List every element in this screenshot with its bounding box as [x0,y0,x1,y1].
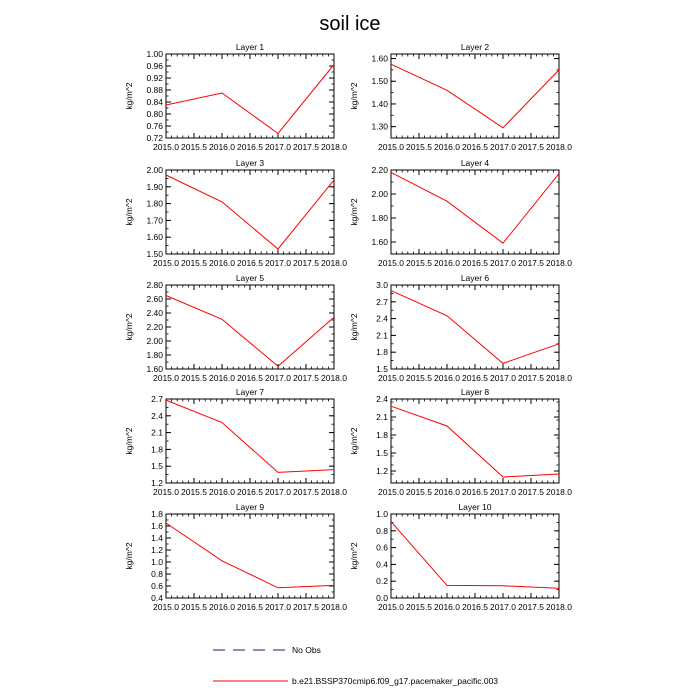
y-tick-label: 1.8 [151,509,163,519]
panel-layer-4 [349,158,572,268]
y-tick-label: 1.2 [376,466,388,476]
x-tick-label: 2015.5 [406,373,432,383]
panel-title: Layer 7 [235,387,265,397]
y-tick-label: 1.60 [371,237,388,247]
y-axis-label: kg/m^2 [349,427,359,455]
x-tick-label: 2016.0 [434,142,460,152]
x-tick-label: 2015.0 [153,373,179,383]
y-tick-label: 0.4 [376,559,388,570]
y-axis-label: kg/m^2 [349,313,359,341]
x-tick-label: 2016.5 [237,602,263,612]
y-tick-label: 1.5 [376,364,388,374]
panel-title: Layer 2 [460,42,490,52]
y-tick-label: 0.88 [146,85,163,95]
y-tick-label: 2.00 [146,165,163,175]
y-tick-label: 0.0 [376,593,388,603]
x-tick-label: 2016.0 [434,602,460,612]
x-tick-label: 2017.0 [265,258,291,268]
x-tick-label: 2018.0 [321,487,347,497]
panel-layer-10 [349,502,572,612]
plot-frame [391,170,559,254]
x-tick-label: 2017.5 [293,373,319,383]
series-line [391,406,559,477]
plot-frame [391,285,559,369]
y-tick-label: 2.7 [376,296,388,307]
y-tick-label: 1.0 [151,557,163,567]
y-axis-label: kg/m^2 [124,198,134,226]
y-tick-label: 0.6 [376,542,388,553]
y-axis-label: kg/m^2 [349,198,359,226]
series-line [166,400,334,472]
y-tick-label: 1.40 [371,98,388,109]
y-tick-label: 1.90 [146,181,163,192]
y-axis-label: kg/m^2 [124,313,134,341]
y-tick-label: 0.4 [151,593,163,603]
y-axis-label: kg/m^2 [349,82,359,110]
x-tick-label: 2018.0 [546,602,572,612]
x-tick-label: 2018.0 [321,142,347,152]
x-tick-label: 2015.5 [406,142,432,152]
y-axis-label: kg/m^2 [349,542,359,570]
y-tick-label: 2.20 [371,165,388,175]
y-tick-label: 2.4 [376,394,388,404]
x-tick-label: 2016.0 [434,373,460,383]
series-line [166,523,334,588]
y-tick-label: 1.50 [146,249,163,259]
y-tick-label: 1.6 [151,521,163,531]
x-tick-label: 2015.5 [406,487,432,497]
x-tick-label: 2017.0 [265,373,291,383]
x-tick-label: 2015.0 [153,602,179,612]
x-tick-label: 2017.0 [490,142,516,152]
x-tick-label: 2015.0 [153,258,179,268]
x-tick-label: 2017.0 [490,373,516,383]
x-tick-label: 2016.5 [237,373,263,383]
y-tick-label: 2.1 [376,412,388,422]
series-line [391,522,559,589]
y-tick-label: 1.8 [376,347,388,358]
x-tick-label: 2015.5 [181,487,207,497]
y-tick-label: 2.80 [146,280,163,290]
x-tick-label: 2016.5 [237,258,263,268]
series-line [166,296,334,367]
x-tick-label: 2016.5 [237,487,263,497]
x-tick-label: 2015.0 [378,373,404,383]
y-tick-label: 0.76 [146,121,163,131]
x-tick-label: 2017.5 [518,373,544,383]
y-tick-label: 0.92 [146,73,163,83]
legend-label-model: b.e21.BSSP370cmip6.f09_g17.pacemaker_pacific.003 [292,676,499,686]
y-tick-label: 1.80 [146,350,163,360]
y-tick-label: 1.2 [151,545,163,555]
panel-layer-7 [124,387,347,497]
x-tick-label: 2016.5 [462,602,488,612]
y-tick-label: 2.1 [151,427,163,438]
series-line [391,64,559,128]
x-tick-label: 2017.0 [265,602,291,612]
x-tick-label: 2016.0 [434,258,460,268]
y-tick-label: 2.1 [376,330,388,341]
panel-title: Layer 8 [460,387,490,397]
y-tick-label: 1.5 [376,448,388,458]
y-tick-label: 1.8 [151,444,163,455]
y-tick-label: 0.80 [146,109,163,119]
x-tick-label: 2015.5 [181,602,207,612]
y-tick-label: 1.00 [146,49,163,59]
x-tick-label: 2018.0 [546,487,572,497]
x-tick-label: 2017.0 [490,487,516,497]
panel-layer-2 [349,42,572,152]
x-tick-label: 2015.0 [378,487,404,497]
y-tick-label: 3.0 [376,280,388,290]
y-tick-label: 1.70 [146,215,163,226]
x-tick-label: 2015.5 [406,258,432,268]
x-tick-label: 2016.0 [209,602,235,612]
panel-layer-8 [349,387,572,497]
y-tick-label: 0.72 [146,133,163,143]
panel-layer-6 [349,273,572,383]
panel-title: Layer 1 [235,42,265,52]
x-tick-label: 2015.0 [378,602,404,612]
y-tick-label: 1.50 [371,76,388,87]
y-tick-label: 1.60 [146,232,163,243]
x-tick-label: 2018.0 [321,602,347,612]
plot-frame [166,170,334,254]
x-tick-label: 2015.0 [378,258,404,268]
y-tick-label: 0.2 [376,576,388,587]
x-tick-label: 2015.0 [153,487,179,497]
x-tick-label: 2016.0 [209,258,235,268]
y-tick-label: 1.2 [151,478,163,488]
y-tick-label: 1.4 [151,533,163,543]
y-axis-label: kg/m^2 [124,427,134,455]
panel-layer-1 [124,42,347,152]
x-tick-label: 2017.5 [293,258,319,268]
x-tick-label: 2016.5 [237,142,263,152]
panel-title: Layer 5 [235,273,265,283]
x-tick-label: 2015.5 [181,142,207,152]
x-tick-label: 2017.5 [293,487,319,497]
x-tick-label: 2016.0 [209,373,235,383]
y-tick-label: 0.8 [376,525,388,536]
x-tick-label: 2017.5 [518,142,544,152]
panel-title: Layer 9 [235,502,265,512]
legend-label-no-obs: No Obs [292,645,321,655]
x-tick-label: 2015.5 [181,373,207,383]
y-tick-label: 2.40 [146,308,163,318]
x-tick-label: 2016.0 [434,487,460,497]
x-tick-label: 2017.5 [518,602,544,612]
y-tick-label: 1.60 [146,364,163,374]
series-line [166,175,334,249]
panel-title: Layer 4 [460,158,490,168]
plot-frame [391,399,559,483]
x-tick-label: 2017.0 [265,487,291,497]
panel-title: Layer 6 [460,273,490,283]
x-tick-label: 2016.5 [462,487,488,497]
y-tick-label: 2.00 [146,336,163,346]
y-tick-label: 1.80 [146,198,163,209]
y-tick-label: 0.6 [151,581,163,591]
y-tick-label: 0.96 [146,61,163,71]
x-tick-label: 2018.0 [546,142,572,152]
panel-title: Layer 10 [458,502,492,512]
panel-layer-5 [124,273,347,383]
x-tick-label: 2017.0 [265,142,291,152]
x-tick-label: 2015.5 [181,258,207,268]
x-tick-label: 2016.5 [462,373,488,383]
y-tick-label: 2.00 [371,189,388,199]
panels [124,42,572,612]
y-tick-label: 2.60 [146,294,163,304]
y-axis-label: kg/m^2 [124,82,134,110]
x-tick-label: 2017.5 [293,602,319,612]
y-tick-label: 0.8 [151,569,163,579]
x-tick-label: 2018.0 [546,258,572,268]
x-tick-label: 2018.0 [321,258,347,268]
x-tick-label: 2016.5 [462,258,488,268]
x-tick-label: 2017.5 [293,142,319,152]
y-tick-label: 2.4 [151,410,163,421]
plot-frame [166,285,334,369]
figure-title: soil ice [319,13,381,35]
plot-frame [166,514,334,598]
x-tick-label: 2015.5 [406,602,432,612]
series-line [391,172,559,243]
x-tick-label: 2015.0 [153,142,179,152]
series-line [166,65,334,134]
x-tick-label: 2015.0 [378,142,404,152]
x-tick-label: 2017.5 [518,487,544,497]
x-tick-label: 2016.0 [209,142,235,152]
legend [213,645,498,686]
x-tick-label: 2017.0 [490,258,516,268]
y-tick-label: 1.5 [151,461,163,472]
y-tick-label: 1.80 [371,213,388,223]
panel-title: Layer 3 [235,158,265,168]
y-tick-label: 1.8 [376,430,388,440]
y-tick-label: 2.20 [146,322,163,332]
x-tick-label: 2016.5 [462,142,488,152]
series-line [391,291,559,364]
panel-layer-3 [124,158,347,268]
x-tick-label: 2016.0 [209,487,235,497]
panel-layer-9 [124,502,347,612]
y-tick-label: 1.0 [376,509,388,519]
y-tick-label: 2.7 [151,394,163,404]
y-tick-label: 0.84 [146,97,163,107]
y-tick-label: 1.30 [371,121,388,132]
x-tick-label: 2017.5 [518,258,544,268]
y-axis-label: kg/m^2 [124,542,134,570]
x-tick-label: 2018.0 [546,373,572,383]
y-tick-label: 1.60 [371,53,388,64]
y-tick-label: 2.4 [376,313,388,324]
x-tick-label: 2018.0 [321,373,347,383]
x-tick-label: 2017.0 [490,602,516,612]
